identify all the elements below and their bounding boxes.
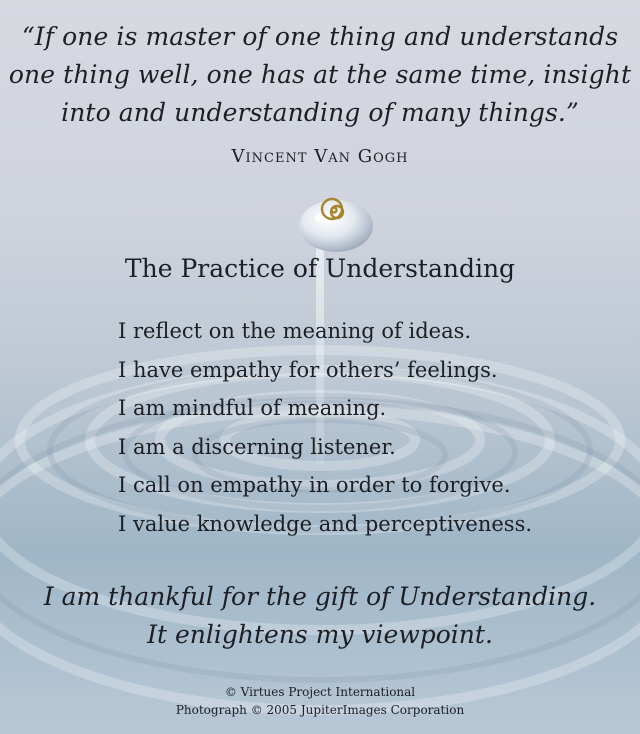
affirmation-item: I am mindful of meaning. <box>118 396 387 420</box>
water-drop-ornament-icon <box>296 188 376 254</box>
quote-line: into and understanding of many things.” <box>61 98 579 127</box>
credits <box>0 683 640 719</box>
affirmation-item: I reflect on the meaning of ideas. <box>118 319 472 343</box>
quote-author: Vincent Van Gogh <box>231 146 409 167</box>
closing-line: It enlightens my viewpoint. <box>147 620 493 649</box>
quote-line: one thing well, one has at the same time, insight <box>8 60 632 89</box>
affirmation-item: I call on empathy in order to forgive. <box>118 473 511 497</box>
affirmation-item: I have empathy for others’ feelings. <box>118 357 498 382</box>
photo-credit-line: Photograph © 2005 JupiterImages Corporation <box>175 703 465 717</box>
affirmation-item: I value knowledge and perceptiveness. <box>118 511 533 536</box>
closing-line: I am thankful for the gift of Understanding. <box>43 582 597 611</box>
affirmation-item: I am a discerning listener. <box>118 434 396 459</box>
quote-line: “If one is master of one thing and understands <box>21 22 619 51</box>
affirmation-list <box>118 312 618 543</box>
copyright-line: © Virtues Project International <box>224 685 416 699</box>
quote-block <box>0 18 640 132</box>
closing-statement <box>0 578 640 654</box>
practice-title: The Practice of Understanding <box>124 254 516 283</box>
